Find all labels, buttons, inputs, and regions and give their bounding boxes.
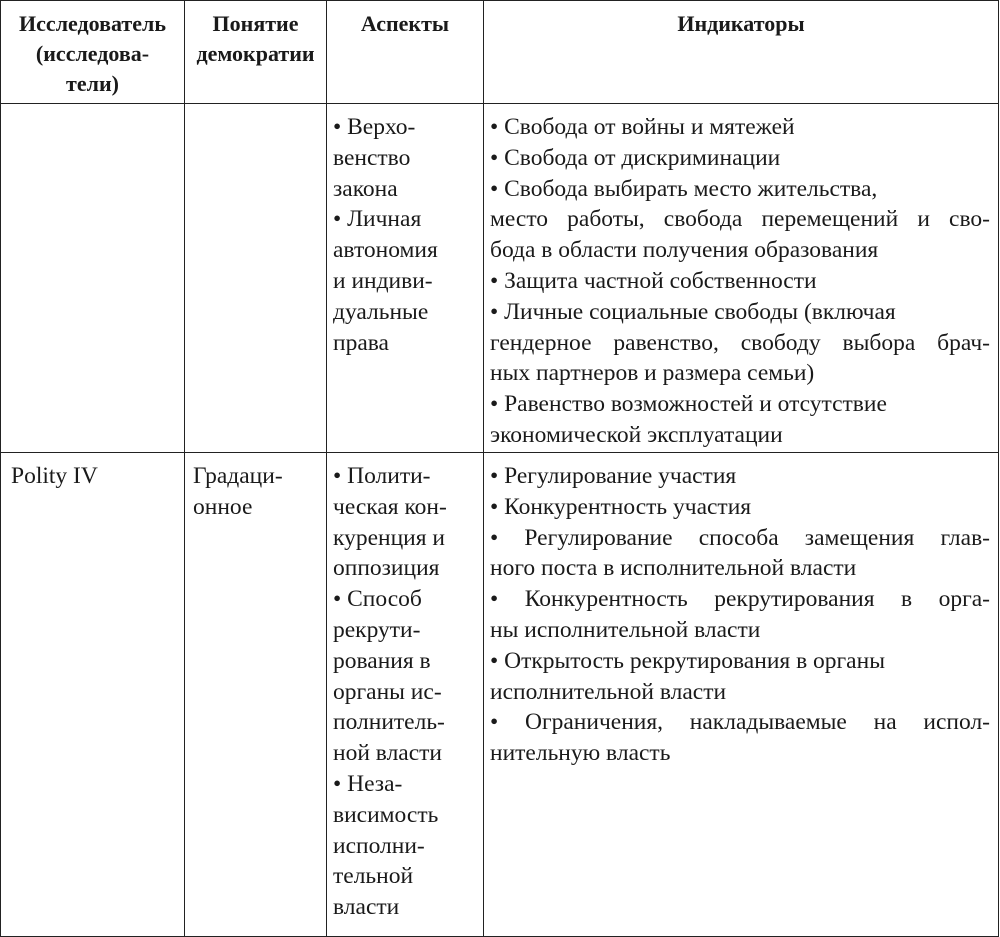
aspect-line: власти — [333, 894, 400, 921]
header-researcher-line: тели) — [66, 71, 119, 96]
aspect-line: • Верхо- — [333, 114, 416, 140]
indicator-line: • Регулирование участия — [490, 463, 737, 489]
aspect-line: куренция и — [333, 524, 446, 551]
aspect-line: рекрути- — [333, 616, 421, 643]
aspect-line: • Полити- — [333, 463, 431, 489]
indicator-line: • Личные социальные свободы (включая — [490, 298, 896, 325]
aspect-line: исполни- — [333, 832, 425, 859]
aspect-line: • Способ — [333, 586, 422, 613]
aspect-line: оппозиция — [333, 555, 440, 582]
concept-line: Градаци- — [193, 463, 283, 489]
indicator-line: • Регулирование способа замещения глав- — [490, 524, 990, 551]
aspect-line: • Личная — [333, 206, 422, 233]
indicator-line: • Конкурентность участия — [490, 493, 752, 520]
table-row — [1, 104, 999, 453]
indicator-line: ных партнеров и размера семьи) — [490, 360, 815, 387]
indicator-line: нительную власть — [490, 740, 671, 767]
cell-researcher — [1, 104, 185, 453]
aspect-line: автономия — [333, 237, 438, 264]
cell-aspects — [327, 453, 484, 937]
aspect-line: и индиви- — [333, 267, 433, 294]
indicator-line: бода в области получения образования — [490, 237, 879, 264]
cell-indicators — [484, 104, 999, 453]
header-aspects — [327, 1, 484, 104]
indicator-line: • Открытость рекрутирования в органы — [490, 647, 885, 674]
indicator-line: • Равенство возможностей и отсутствие — [490, 391, 887, 418]
aspect-line: права — [333, 329, 389, 356]
indicator-line: • Конкурентность рекрутирования в орга- — [490, 586, 990, 613]
header-researcher-line: Исследователь — [19, 11, 166, 36]
aspect-line: органы ис- — [333, 678, 442, 705]
indicator-line: место работы, свобода перемещений и сво- — [490, 206, 990, 233]
indicator-line: гендерное равенство, свободу выбора брач- — [490, 329, 990, 356]
aspect-line: закона — [333, 175, 398, 202]
aspect-line: • Неза- — [333, 770, 403, 797]
header-researcher — [1, 1, 185, 104]
cell-concept — [185, 453, 327, 937]
header-row — [1, 1, 999, 104]
indicator-line: • Ограничения, накладываемые на испол- — [490, 709, 990, 736]
indicator-line: исполнительной власти — [490, 678, 727, 705]
aspect-line: тельной — [333, 863, 414, 890]
indicator-line: ны исполнительной власти — [490, 616, 761, 643]
concept-line: онное — [193, 493, 253, 520]
indicator-line: ного поста в исполнительной власти — [490, 555, 857, 582]
header-aspects-label: Аспекты — [360, 11, 450, 36]
aspect-line: ческая кон- — [333, 493, 447, 520]
cell-indicators — [484, 453, 999, 937]
indicator-line: • Защита частной собственности — [490, 267, 817, 294]
aspect-line: ной власти — [333, 740, 442, 767]
aspect-line: венство — [333, 144, 411, 171]
aspect-line: висимость — [333, 801, 439, 828]
header-concept-line: демократии — [196, 41, 315, 66]
aspect-line: дуальные — [333, 298, 429, 325]
header-indicators — [484, 1, 999, 104]
header-indicators-label: Индикаторы — [677, 11, 805, 36]
cell-researcher — [1, 453, 185, 937]
header-concept — [185, 1, 327, 104]
aspect-line: полнитель- — [333, 709, 445, 736]
indicator-line: экономической эксплуатации — [490, 421, 783, 448]
table-row — [1, 453, 999, 937]
indicator-line: • Свобода от войны и мятежей — [490, 114, 795, 140]
header-researcher-line: (исследова- — [35, 41, 150, 66]
header-concept-line: Понятие — [212, 11, 299, 36]
indicator-line: • Свобода выбирать место жительства, — [490, 175, 878, 202]
cell-aspects — [327, 104, 484, 453]
cell-concept — [185, 104, 327, 453]
researcher-name: Polity IV — [11, 463, 98, 489]
indicator-line: • Свобода от дискриминации — [490, 144, 781, 171]
aspect-line: рования в — [333, 647, 431, 674]
